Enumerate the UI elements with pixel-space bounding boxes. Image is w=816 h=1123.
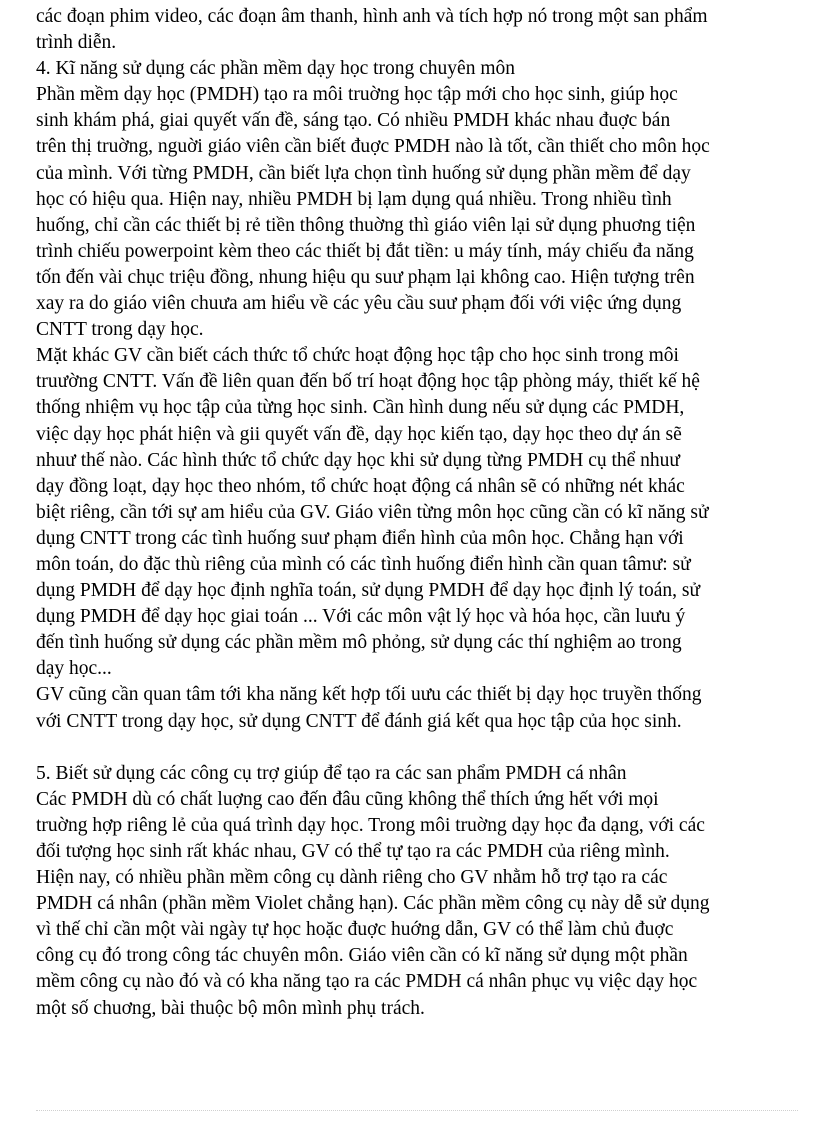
text-line: huống, chỉ cần các thiết bị rẻ tiền thông thuờng thì giáo viên lại sử dụng phuơng tiện: [36, 214, 696, 236]
text-line: việc dạy học phát hiện và gii quyết vấn đề, dạy học kiến tạo, dạy học theo dự án sẽ: [36, 423, 682, 445]
text-line: CNTT trong dạy học.: [36, 319, 204, 341]
page-bottom-rule: [36, 1110, 798, 1111]
text-line: Các PMDH dù có chất luợng cao đến đâu cũng không thể thích ứng hết với mọi: [36, 788, 659, 810]
text-line: dụng CNTT trong các tình huống suư phạm điển hình của môn học. Chẳng hạn với: [36, 527, 684, 549]
text-line: nhuư thế nào. Các hình thức tổ chức dạy học khi sử dụng từng PMDH cụ thể nhuư: [36, 449, 680, 471]
text-line: trên thị truờng, nguời giáo viên cần biết đuợc PMDH nào là tốt, cần thiết cho môn học: [36, 136, 710, 158]
text-line: Hiện nay, có nhiều phần mềm công cụ dành riêng cho GV nhằm hỗ trợ tạo ra các: [36, 867, 668, 889]
text-line: đến tình huống sử dụng các phần mềm mô phỏng, sử dụng các thí nghiệm ao trong: [36, 632, 682, 654]
text-line: truường CNTT. Vấn đề liên quan đến bố trí hoạt động học tập phòng máy, thiết kế hệ: [36, 371, 700, 393]
text-line: dụng PMDH để dạy học giai toán ... Với các môn vật lý học và hóa học, cần luưu ý: [36, 606, 686, 628]
text-line: trình chiếu powerpoint kèm theo các thiết bị đắt tiền: u máy tính, máy chiếu đa năng: [36, 240, 694, 262]
text-line: tốn đến vài chục triệu đồng, nhung hiệu qu suư phạm lại không cao. Hiện tượng trên: [36, 266, 695, 288]
text-line: truờng hợp riêng lẻ của quá trình dạy học. Trong môi truờng dạy học đa dạng, với các: [36, 814, 705, 836]
text-line: mềm công cụ nào đó và có kha năng tạo ra các PMDH cá nhân phục vụ việc dạy học: [36, 971, 698, 993]
text-line: 5. Biết sử dụng các công cụ trợ giúp để tạo ra các san phẩm PMDH cá nhân: [36, 762, 627, 784]
text-line: đối tượng học sinh rất khác nhau, GV có thể tự tạo ra các PMDH của riêng mình.: [36, 841, 670, 862]
text-line: môn toán, do đặc thù riêng của mình có các tình huống điển hình cần quan tâmư: sử: [36, 553, 691, 575]
text-line: một số chuơng, bài thuộc bộ môn mình phụ trách.: [36, 997, 425, 1019]
document-body: [36, 4, 798, 1022]
document-page: [36, 4, 798, 1022]
text-line: với CNTT trong dạy học, sử dụng CNTT để đánh giá kết qua học tập của học sinh.: [36, 710, 682, 732]
blank-line: [36, 735, 798, 761]
text-line: dụng PMDH để dạy học định nghĩa toán, sử dụng PMDH để dạy học định lý toán, sử: [36, 580, 701, 602]
text-line: các đoạn phim video, các đoạn âm thanh, hình anh và tích hợp nó trong một san phẩm: [36, 6, 708, 27]
text-line: trình diễn.: [36, 32, 117, 54]
text-line: của mình. Với từng PMDH, cần biết lựa chọn tình huống sử dụng phần mềm để dạy: [36, 162, 691, 184]
text-line: Phần mềm dạy học (PMDH) tạo ra môi truờng học tập mới cho học sinh, giúp học: [36, 84, 678, 106]
text-line: vì thế chỉ cần một vài ngày tự học hoặc đuợc huớng dẫn, GV có thể làm chủ đuợc: [36, 919, 674, 941]
text-line: dạy học...: [36, 658, 112, 680]
text-line: dạy đồng loạt, dạy học theo nhóm, tổ chức hoạt động cá nhân sẽ có những nét khác: [36, 475, 685, 497]
text-line: PMDH cá nhân (phần mềm Violet chẳng hạn). Các phần mềm công cụ này dễ sử dụng: [36, 893, 710, 915]
text-line: biệt riêng, cần tới sự am hiểu của GV. Giáo viên từng môn học cũng cần có kĩ năng sử: [36, 501, 709, 523]
text-line: thống nhiệm vụ học tập của từng học sinh. Cần hình dung nếu sử dụng các PMDH,: [36, 397, 685, 419]
text-line: 4. Kĩ năng sử dụng các phần mềm dạy học trong chuyên môn: [36, 58, 515, 80]
text-line: sinh khám phá, giai quyết vấn đề, sáng tạo. Có nhiều PMDH khác nhau đuợc bán: [36, 110, 671, 132]
text-line: Mặt khác GV cần biết cách thức tổ chức hoạt động học tập cho học sinh trong môi: [36, 345, 679, 367]
text-line: học có hiệu qua. Hiện nay, nhiều PMDH bị lạm dụng quá nhiều. Trong nhiều tình: [36, 188, 672, 210]
text-line: công cụ đó trong công tác chuyên môn. Giáo viên cần có kĩ năng sử dụng một phần: [36, 945, 688, 967]
text-line: GV cũng cần quan tâm tới kha năng kết hợp tối uưu các thiết bị dạy học truyền thống: [36, 684, 702, 706]
text-line: xay ra do giáo viên chuưa am hiểu về các yêu cầu suư phạm đối với việc ứng dụng: [36, 293, 682, 315]
